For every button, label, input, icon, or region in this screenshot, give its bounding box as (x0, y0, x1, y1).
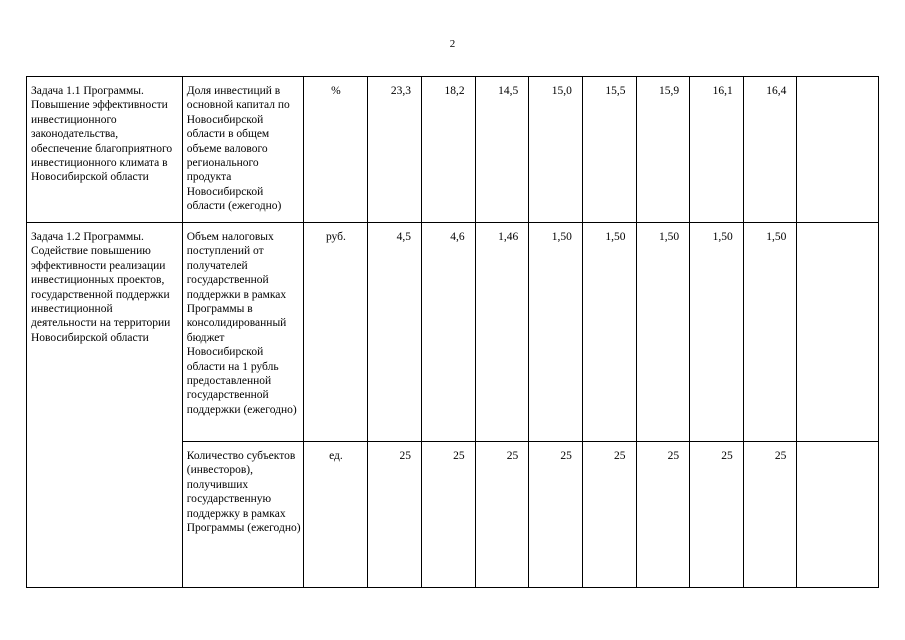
value-cell: 18,2 (422, 77, 476, 223)
value-cell: 25 (368, 442, 422, 588)
value-cell: 25 (582, 442, 636, 588)
value-cell: 25 (743, 442, 797, 588)
task-cell: Задача 1.2 Программы. Содействие повышению эффективности реализации инвестиционных проектов, государственной поддержки инвестиционной деятельности на территории Новосибирской области (27, 223, 183, 588)
empty-cell (797, 77, 879, 223)
value-cell: 25 (529, 442, 583, 588)
value-cell: 14,5 (475, 77, 529, 223)
value-cell: 25 (690, 442, 744, 588)
empty-cell (797, 223, 879, 442)
unit-cell: ед. (304, 442, 368, 588)
value-cell: 15,9 (636, 77, 690, 223)
unit-cell: руб. (304, 223, 368, 442)
indicator-cell: Объем налоговых поступлений от получателей государственной поддержки в рамках Программы в консолидированный бюджет Новосибирской области на 1 рубль предоставленной государственной поддержки (ежегодно) (182, 223, 304, 442)
indicator-cell: Количество субъектов (инвесторов), получивших государственную поддержку в рамках Программы (ежегодно) (182, 442, 304, 588)
value-cell: 25 (422, 442, 476, 588)
value-cell: 4,5 (368, 223, 422, 442)
value-cell: 1,50 (529, 223, 583, 442)
value-cell: 1,50 (743, 223, 797, 442)
value-cell: 4,6 (422, 223, 476, 442)
task-cell: Задача 1.1 Программы. Повышение эффективности инвестиционного законодательства, обеспечение благоприятного инвестиционного климата в Новосибирской области (27, 77, 183, 223)
value-cell: 1,50 (582, 223, 636, 442)
value-cell: 1,50 (690, 223, 744, 442)
table-row (27, 223, 879, 442)
indicators-table (26, 76, 879, 588)
page-number: 2 (449, 38, 456, 50)
value-cell: 25 (636, 442, 690, 588)
table-row (27, 77, 879, 223)
indicator-cell: Доля инвестиций в основной капитал по Новосибирской области в общем объеме валового регионального продукта Новосибирской области (ежегодно) (182, 77, 304, 223)
value-cell: 16,4 (743, 77, 797, 223)
value-cell: 15,0 (529, 77, 583, 223)
value-cell: 1,46 (475, 223, 529, 442)
value-cell: 16,1 (690, 77, 744, 223)
value-cell: 25 (475, 442, 529, 588)
value-cell: 1,50 (636, 223, 690, 442)
value-cell: 23,3 (368, 77, 422, 223)
value-cell: 15,5 (582, 77, 636, 223)
empty-cell (797, 442, 879, 588)
unit-cell: % (304, 77, 368, 223)
